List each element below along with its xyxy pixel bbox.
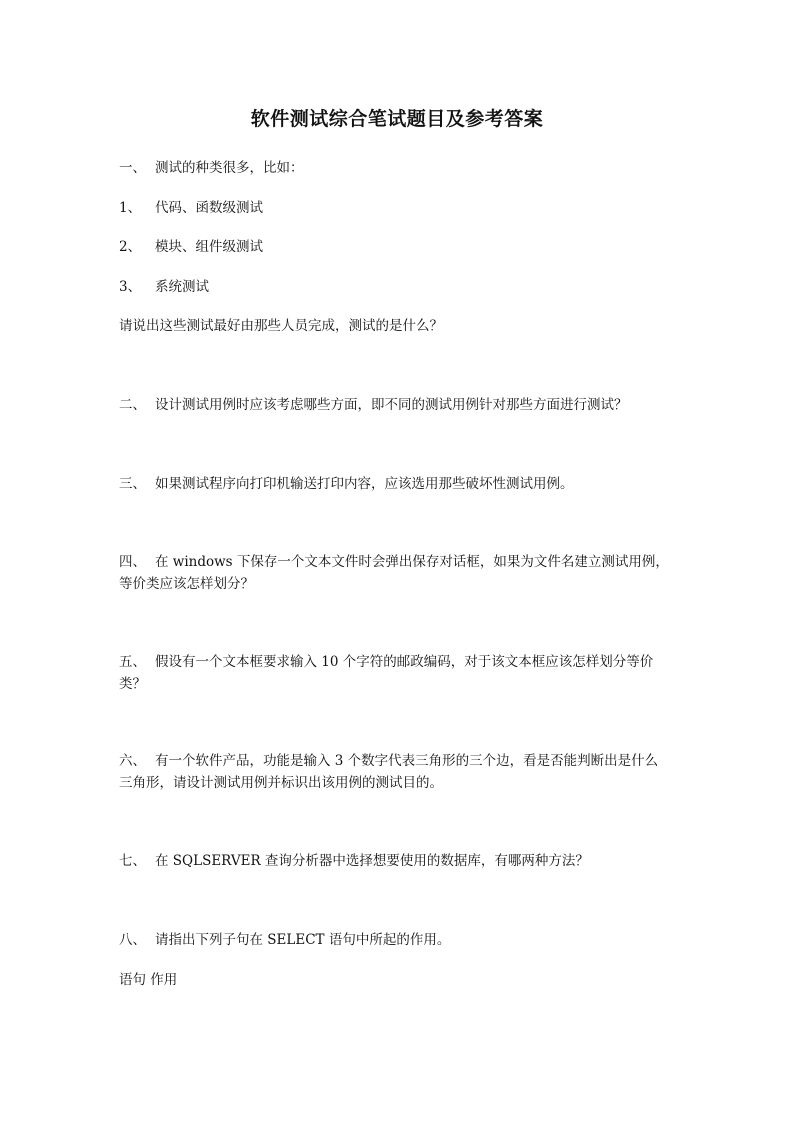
item-number: 一、 xyxy=(119,160,146,176)
item-number: 3、 xyxy=(119,279,142,295)
item-text: 请指出下列子句在 SELECT 语句中所起的作用。 xyxy=(155,932,451,948)
question-8 xyxy=(119,929,679,951)
item-number: 七、 xyxy=(119,853,146,869)
sub-item-2 xyxy=(119,236,679,258)
table-header-line xyxy=(119,969,679,991)
item-number: 二、 xyxy=(119,397,146,413)
sub-item-1 xyxy=(119,197,679,219)
item-text: 模块、组件级测试 xyxy=(155,239,263,255)
question-4 xyxy=(119,551,679,595)
item-number: 八、 xyxy=(119,932,146,948)
item-number: 五、 xyxy=(119,654,146,670)
item-text: 请说出这些测试最好由那些人员完成，测试的是什么？ xyxy=(119,318,443,334)
sub-item-3 xyxy=(119,276,679,298)
item-text: 代码、函数级测试 xyxy=(155,200,263,216)
question-1 xyxy=(119,157,679,179)
question-7 xyxy=(119,850,679,872)
item-text: 设计测试用例时应该考虑哪些方面，即不同的测试用例针对那些方面进行测试？ xyxy=(155,397,628,413)
question-6 xyxy=(119,750,679,794)
item-number: 四、 xyxy=(119,554,146,570)
question-2 xyxy=(119,394,679,416)
question-5 xyxy=(119,651,679,695)
item-text: 如果测试程序向打印机输送打印内容，应该选用那些破坏性测试用例。 xyxy=(155,476,574,492)
item-number: 六、 xyxy=(119,753,146,769)
item-number: 1、 xyxy=(119,200,142,216)
item-number: 2、 xyxy=(119,239,142,255)
item-text-continued: 类？ xyxy=(119,676,146,692)
item-text: 假设有一个文本框要求输入 10 个字符的邮政编码，对于该文本框应该怎样划分等价 xyxy=(155,654,654,670)
question-3 xyxy=(119,473,679,495)
item-text: 在 windows 下保存一个文本文件时会弹出保存对话框，如果为文件名建立测试用例， xyxy=(155,554,669,570)
item-number: 三、 xyxy=(119,476,146,492)
item-text: 语句 作用 xyxy=(119,972,178,988)
item-text-continued: 等价类应该怎样划分？ xyxy=(119,576,254,592)
item-text: 测试的种类很多，比如： xyxy=(155,160,304,176)
document-title: 软件测试综合笔试题目及参考答案 xyxy=(250,108,544,130)
item-text: 在 SQLSERVER 查询分析器中选择想要使用的数据库，有哪两种方法？ xyxy=(155,853,589,869)
question-1-prompt xyxy=(119,315,679,337)
item-text-continued: 三角形，请设计测试用例并标识出该用例的测试目的。 xyxy=(119,775,443,791)
item-text: 有一个软件产品，功能是输入 3 个数字代表三角形的三个边，看是否能判断出是什么 xyxy=(155,753,659,769)
item-text: 系统测试 xyxy=(155,279,209,295)
